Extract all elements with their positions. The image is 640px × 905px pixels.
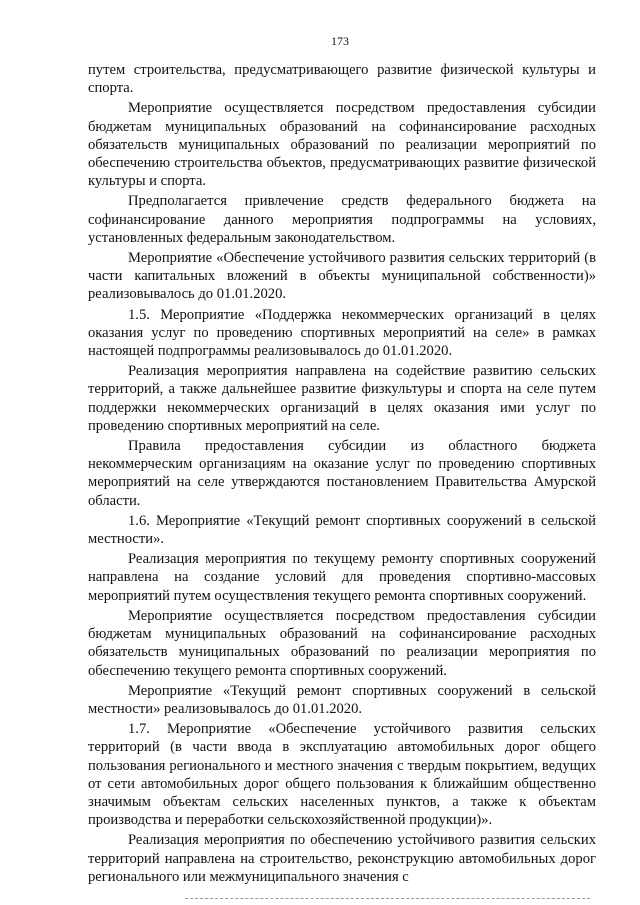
paragraph-13: Реализация мероприятия по обеспечению устойчивого развития сельских территорий направлена на строительство, реконструкцию автомобильных дорог регионального или межмуниципального значения с: [88, 832, 596, 885]
paragraph-2: Мероприятие осуществляется посредством предоставления субсидии бюджетам муниципальных образований на софинансирование расходных обязательств муниципальных образований по реализации мероприятий по обеспечению строительства объектов, предусматривающих развитие физической культуры и спорта.: [88, 100, 596, 190]
paragraph-5: 1.5. Мероприятие «Поддержка некоммерческих организаций в целях оказания услуг по проведению спортивных мероприятий на селе» в рамках настоящей подпрограммы реализовывалось до 01.01.2020.: [88, 306, 596, 360]
page-number: 173: [331, 34, 349, 48]
paragraph-11: Мероприятие «Текущий ремонт спортивных сооружений в сельской местности» реализовывалось до 01.01.2020.: [88, 682, 596, 717]
paragraph-10: Мероприятие осуществляется посредством предоставления субсидии бюджетам муниципальных образований на софинансирование расходных обязательств муниципальных образований по реализации мероприятия по обеспечению текущего ремонта спортивных сооружений.: [88, 607, 596, 679]
paragraph-4: Мероприятие «Обеспечение устойчивого развития сельских территорий (в части капитальных вложений в объекты муниципальной собственности)» реализовывалось до 01.01.2020.: [88, 250, 596, 303]
paragraph-1: путем строительства, предусматривающего развитие физической культуры и спорта.: [88, 62, 596, 97]
paragraph-3: Предполагается привлечение средств федерального бюджета на софинансирование данного мероприятия подпрограммы на условиях, установленных федеральным законодательством.: [88, 193, 596, 246]
paragraph-12: 1.7. Мероприятие «Обеспечение устойчивого развития сельских территорий (в части ввода в эксплуатацию автомобильных дорог общего пользования регионального и местного значения с твердым покрытием, ведущих от сети автомобильных дорог общего пользования к ближайшим общественно значимым объектам сельских населенных пунктов, а также к объектам производства и переработки сельскохозяйственной продукции)».: [88, 721, 596, 829]
paragraph-8: 1.6. Мероприятие «Текущий ремонт спортивных сооружений в сельской местности».: [88, 512, 596, 548]
paragraph-7: Правила предоставления субсидии из областного бюджета некоммерческим организациям на оказание услуг по проведению спортивных мероприятий на селе утверждаются постановлением Правительства Амурской области.: [88, 438, 596, 509]
paragraph-6: Реализация мероприятия направлена на содействие развитию сельских территорий, а также дальнейшее развитие физкультуры и спорта на селе путем поддержки некоммерческих организаций в целях оказания ими услуг по проведению спортивных мероприятий на селе.: [88, 363, 596, 434]
scan-footer-divider: [185, 898, 590, 899]
paragraph-9: Реализация мероприятия по текущему ремонту спортивных сооружений направлена на создание условий для проведения спортивно-массовых мероприятий путем осуществления текущего ремонта спортивных сооружений.: [88, 551, 596, 604]
